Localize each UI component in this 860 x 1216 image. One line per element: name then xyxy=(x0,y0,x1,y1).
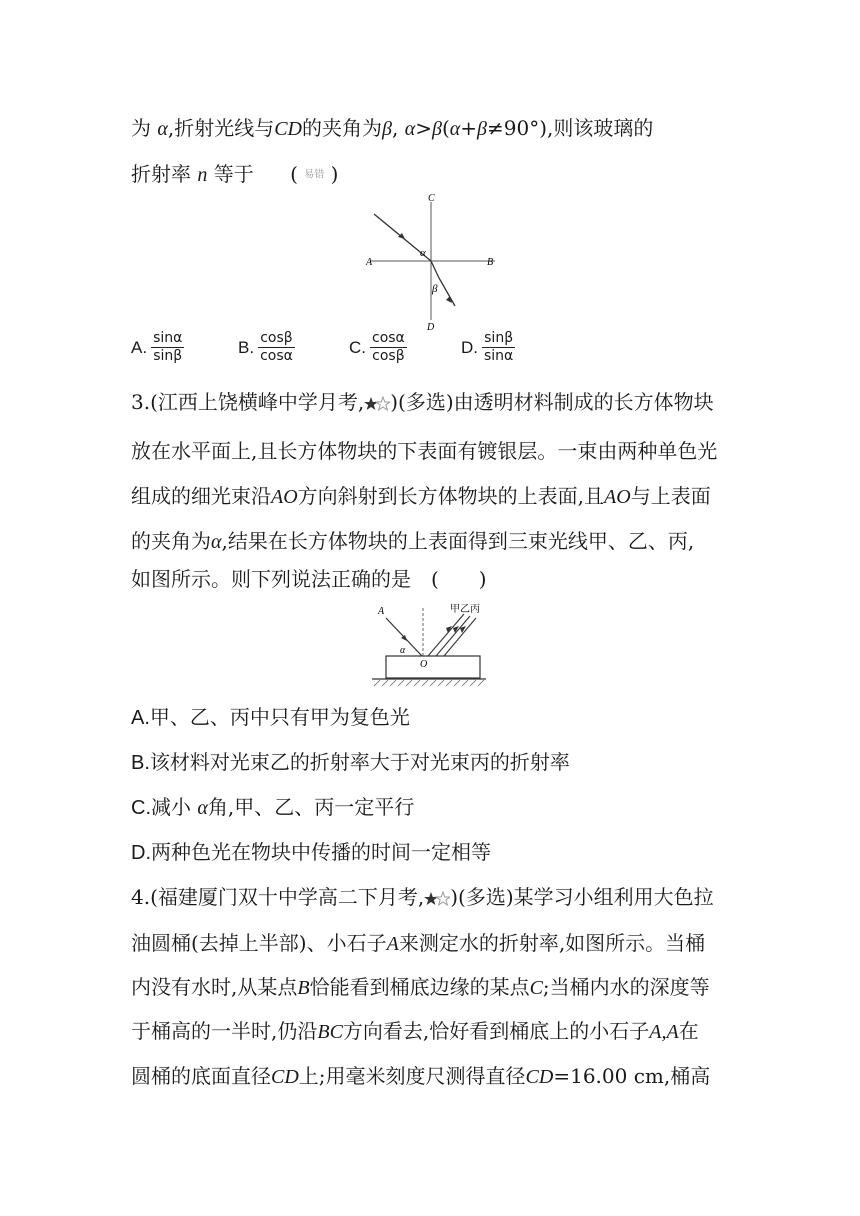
q4-line-4: 于桶高的一半时,仍沿BC方向看去,恰好看到桶底上的小石子A,A在 xyxy=(131,1019,699,1043)
q3-choice-c[interactable]: C.减小 α角,甲、乙、丙一定平行 xyxy=(131,795,415,819)
difficulty-tag: 易错 xyxy=(304,169,325,181)
q3-line-3: 组成的细光束沿AO方向斜射到长方体物块的上表面,且AO与上表面 xyxy=(131,484,711,508)
q2-line-2: 折射率 n 等于 ( 易错 ) xyxy=(131,162,339,186)
difficulty-star-icon xyxy=(424,891,450,907)
q2-option-b[interactable]: B. $\frac{\cos\beta}{\cos\alpha}$ xyxy=(238,330,293,364)
label-alpha: α xyxy=(420,247,426,259)
label-beta: β xyxy=(432,283,438,295)
q3-line-5: 如图所示。则下列说法正确的是 ( ) xyxy=(131,567,487,591)
label-B: B xyxy=(487,257,494,268)
q3-choice-a[interactable]: A.甲、乙、丙中只有甲为复色光 xyxy=(131,705,410,729)
label-D: D xyxy=(427,322,435,333)
q3-ground-hatch xyxy=(374,680,484,686)
q3-choice-b[interactable]: B.该材料对光束乙的折射率大于对光束丙的折射率 xyxy=(131,750,570,774)
q2-refraction-figure xyxy=(360,190,510,335)
q3-line-2: 放在水平面上,且长方体物块的下表面有镀银层。一束由两种单色光 xyxy=(131,439,718,463)
q4-line-5: 圆桶的底面直径CD上;用毫米刻度尺测得直径CD=16.00 cm,桶高 xyxy=(131,1064,711,1088)
q2-option-d[interactable]: D. $\frac{\sin\beta}{\sin\alpha}$ xyxy=(461,330,514,364)
label-A: A xyxy=(366,257,373,268)
q3-line-4: 的夹角为α,结果在长方体物块的上表面得到三束光线甲、乙、丙, xyxy=(131,529,695,553)
q3-label-rays: 甲乙丙 xyxy=(450,604,480,615)
q4-line-2: 油圆桶(去掉上半部)、小石子A来测定水的折射率,如图所示。当桶 xyxy=(131,931,706,955)
q3-line-1: 3.(江西上饶横峰中学月考, )(多选)由透明材料制成的长方体物块 xyxy=(131,390,714,414)
q2-option-c[interactable]: C. $\frac{\cos\alpha}{\cos\beta}$ xyxy=(349,330,405,364)
label-C: C xyxy=(428,193,435,204)
q4-line-3: 内没有水时,从某点B恰能看到桶底边缘的某点C;当桶内水的深度等 xyxy=(131,975,710,999)
q3-block xyxy=(386,656,480,678)
q3-label-alpha: α xyxy=(400,645,406,656)
q2-option-a[interactable]: A. $\frac{\sin\alpha}{\sin\beta}$ xyxy=(131,330,183,364)
q3-choice-d[interactable]: D.两种色光在物块中传播的时间一定相等 xyxy=(131,840,491,864)
q3-block-figure xyxy=(368,598,490,690)
difficulty-star-icon xyxy=(364,396,390,412)
q3-incident-arrow xyxy=(401,635,407,641)
q2-options xyxy=(131,330,551,374)
q3-label-A: A xyxy=(378,606,385,617)
q3-ray-jia xyxy=(428,614,464,656)
q3-label-O: O xyxy=(420,659,428,670)
q4-line-1: 4.(福建厦门双十中学高二下月考, )(多选)某学习小组利用大色拉 xyxy=(131,885,714,909)
q3-ray-yi xyxy=(436,616,470,656)
q3-ray-bing xyxy=(444,618,476,656)
q2-line-1: 为 α,折射光线与CD的夹角为β, α>β(α+β≠90°),则该玻璃的 xyxy=(131,116,654,140)
